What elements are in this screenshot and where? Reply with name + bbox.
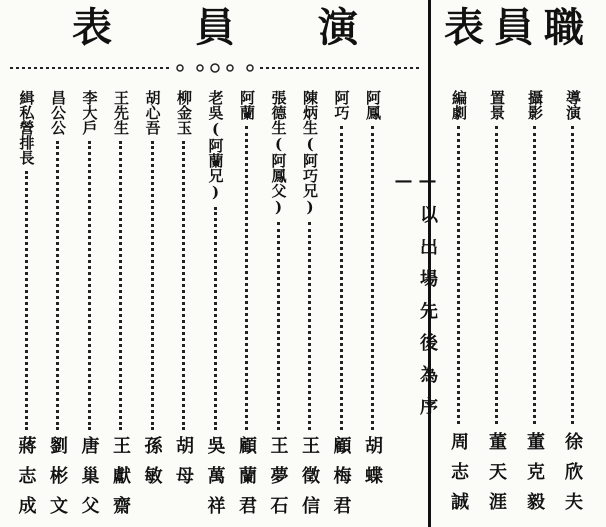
crew-role-4: 編劇: [450, 90, 468, 120]
crew-leader-2: [533, 126, 539, 424]
cast-actor-2: 顧梅君: [330, 436, 352, 526]
crew-role-2: 攝影: [526, 90, 544, 120]
cast-role-8: 胡心吾: [143, 90, 162, 135]
cast-leader-8: [151, 141, 157, 430]
cast-actor-1: 胡蝶: [362, 436, 383, 496]
cast-role-10: 李大戶: [80, 90, 99, 135]
cast-role-12: 緝私營排長: [17, 90, 36, 165]
cast-leader-3: [308, 222, 314, 430]
crew-role-3: 置景: [488, 90, 506, 120]
cast-leader-9: [119, 141, 125, 430]
cast-actor-6: 吳萬祥: [204, 436, 226, 526]
cast-role-7: 柳金玉: [175, 90, 193, 135]
crew-title-char-3: 職: [544, 4, 584, 51]
cast-leader-5: [245, 126, 251, 430]
cast-title-char-3: 演: [318, 4, 358, 51]
cast-leader-2: [340, 126, 346, 430]
crew-leader-3: [495, 126, 501, 424]
cast-title: [0, 4, 430, 52]
crew-actor-2: 董克毅: [524, 432, 545, 522]
cast-leader-1: [371, 126, 377, 430]
crew-leader-1: [571, 126, 577, 424]
cast-leader-6: [214, 207, 220, 430]
cast-actor-8: 孫敏: [141, 436, 163, 496]
cast-title-char-1: 表: [72, 4, 112, 51]
crew-actor-4: 周志誠: [448, 432, 469, 522]
cast-role-9: 王先生: [112, 90, 130, 135]
cast-actor-12: 蔣志成: [15, 436, 37, 526]
cast-actor-5: 顧蘭君: [236, 436, 257, 526]
cast-leader-11: [56, 141, 62, 430]
cast-actor-3: 王徵信: [299, 436, 320, 526]
cast-actor-4: 王夢石: [267, 436, 289, 526]
cast-role-6: 老吳(阿蘭兄): [206, 90, 225, 201]
cast-leader-7: [182, 141, 188, 430]
crew-actor-1: 徐欣夫: [562, 432, 583, 522]
cast-role-2: 阿巧: [332, 90, 351, 120]
cast-leader-4: [277, 222, 283, 430]
crew-title-char-2: 員: [494, 4, 534, 51]
cast-actor-9: 王獻齋: [110, 436, 131, 526]
cast-actor-11: 劉彬文: [47, 436, 68, 526]
crew-panel: [432, 0, 606, 527]
cast-role-1: 阿鳳: [364, 90, 382, 120]
order-note: —: [393, 170, 414, 205]
cast-actor-10: 唐巢父: [78, 436, 100, 526]
panel-divider: [428, 0, 431, 527]
cast-role-3: 陳炳生(阿巧兄): [301, 90, 319, 216]
cast-role-11: 昌公公: [49, 90, 67, 135]
crew-actor-3: 董天涯: [486, 432, 507, 522]
title-ornament: [10, 62, 420, 74]
cast-role-4: 張德生(阿鳳父): [269, 90, 288, 216]
crew-role-1: 導演: [564, 90, 582, 120]
crew-leader-4: [457, 126, 463, 424]
cast-title-char-2: 員: [195, 4, 235, 51]
cast-actor-7: 胡母: [173, 436, 194, 496]
crew-title: [432, 4, 606, 52]
cast-leader-10: [88, 141, 94, 430]
cast-role-5: 阿蘭: [238, 90, 256, 120]
cast-leader-12: [25, 171, 31, 430]
crew-title-char-1: 表: [444, 4, 484, 51]
